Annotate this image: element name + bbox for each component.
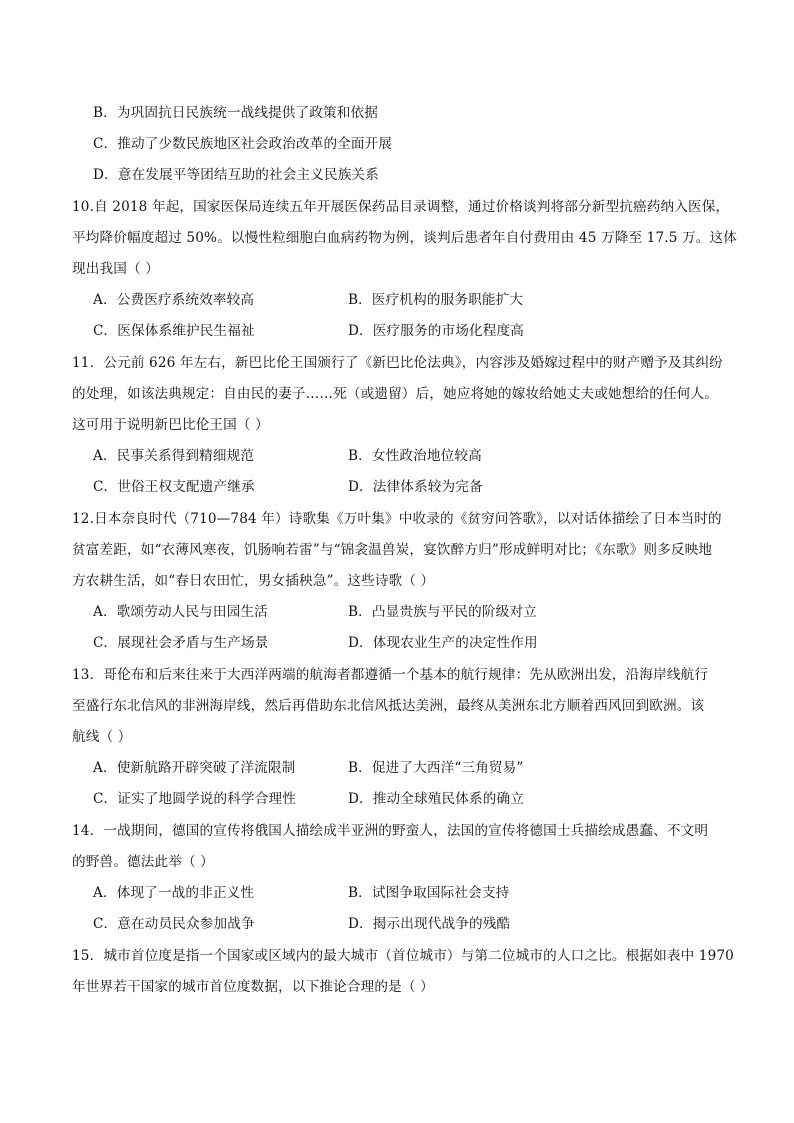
option-d-prev: D．意在发展平等团结互助的社会主义民族关系	[93, 167, 379, 183]
question-13-line-3: 航线（ ）	[72, 729, 132, 745]
question-12-option-c: C．展现社会矛盾与生产场景	[93, 635, 269, 651]
question-11-option-d: D．法律体系较为完备	[348, 479, 483, 495]
question-13-option-c: C．证实了地圆学说的科学合理性	[93, 791, 296, 807]
question-10-option-d: D．医疗服务的市场化程度高	[348, 323, 524, 339]
question-10-line-2: 平均降价幅度超过 50%。以慢性粒细胞白血病药物为例，谈判后患者年自付费用由 45 万降至 17.5 万。这体	[72, 230, 737, 246]
question-15-line-2: 年世界若干国家的城市首位度数据，以下推论合理的是（ ）	[72, 979, 434, 995]
question-11-option-c: C．世俗王权支配遗产继承	[93, 479, 255, 495]
question-14-option-a: A．体现了一战的非正义性	[93, 885, 255, 901]
question-14-line-2: 的野兽。德法此举（ ）	[72, 854, 214, 870]
question-12-line-3: 方农耕生活，如“春日农田忙，男女插秧急”。这些诗歌（ ）	[72, 573, 435, 589]
question-11-option-a: A．民事关系得到精细规范	[93, 448, 255, 464]
question-11-option-b: B．女性政治地位较高	[348, 448, 482, 464]
question-11-line-3: 这可用于说明新巴比伦王国（ ）	[72, 417, 269, 433]
question-13-line-1: 13．哥伦布和后来往来于大西洋两端的航海者都遵循一个基本的航行规律：先从欧洲出发，沿海岸线航行	[72, 667, 709, 683]
question-14-line-1: 14．一战期间，德国的宣传将俄国人描绘成半亚洲的野蛮人，法国的宣传将德国士兵描绘成愚蠢、不文明	[72, 823, 709, 839]
question-12-line-1: 12.日本奈良时代（710—784 年）诗歌集《万叶集》中收录的《贫穷问答歌》，以对话体描绘了日本当时的	[72, 511, 722, 527]
question-13-line-2: 至盛行东北信风的非洲海岸线，然后再借助东北信风抵达美洲，最终从美洲东北方顺着西风回到欧洲。该	[72, 698, 705, 714]
question-12-option-d: D．体现农业生产的决定性作用	[348, 635, 538, 651]
question-10-option-b: B．医疗机构的服务职能扩大	[348, 292, 524, 308]
question-12-line-2: 贫富差距，如“衣薄风寒夜，饥肠响若雷”与“锦衾温兽炭，宴饮醉方归”形成鲜明对比；《东歌》则多反映地	[72, 542, 713, 558]
question-11-line-2: 的处理，如该法典规定：自由民的妻子……死（或遗留）后，她应将她的嫁妆给她丈夫或她想给的任何人。	[72, 386, 718, 402]
question-13-option-a: A．使新航路开辟突破了洋流限制	[93, 760, 296, 776]
option-b-prev: B．为巩固抗日民族统一战线提供了政策和依据	[93, 105, 379, 121]
question-13-option-b: B．促进了大西洋“三角贸易”	[348, 760, 524, 776]
question-14-option-c: C．意在动员民众参加战争	[93, 916, 255, 932]
question-10-option-a: A．公费医疗系统效率较高	[93, 292, 255, 308]
question-10-line-3: 现出我国（ ）	[72, 261, 159, 277]
question-14-option-d: D．揭示出现代战争的残酷	[348, 916, 511, 932]
question-15-line-1: 15．城市首位度是指一个国家或区域内的最大城市（首位城市）与第二位城市的人口之比。根据如表中 1970	[72, 948, 734, 964]
question-10-line-1: 10.自 2018 年起，国家医保局连续五年开展医保药品目录调整，通过价格谈判将部分新型抗癌药纳入医保，	[72, 199, 730, 215]
question-10-option-c: C．医保体系维护民生福祉	[93, 323, 255, 339]
question-13-option-d: D．推动全球殖民体系的确立	[348, 791, 524, 807]
question-12-option-a: A．歌颂劳动人民与田园生活	[93, 604, 268, 620]
option-c-prev: C．推动了少数民族地区社会政治改革的全面开展	[93, 136, 393, 152]
question-11-line-1: 11．公元前 626 年左右，新巴比伦王国颁行了《新巴比伦法典》，内容涉及婚嫁过程中的财产赠予及其纠纷	[72, 355, 723, 371]
question-14-option-b: B．试图争取国际社会支持	[348, 885, 510, 901]
question-12-option-b: B．凸显贵族与平民的阶级对立	[348, 604, 537, 620]
